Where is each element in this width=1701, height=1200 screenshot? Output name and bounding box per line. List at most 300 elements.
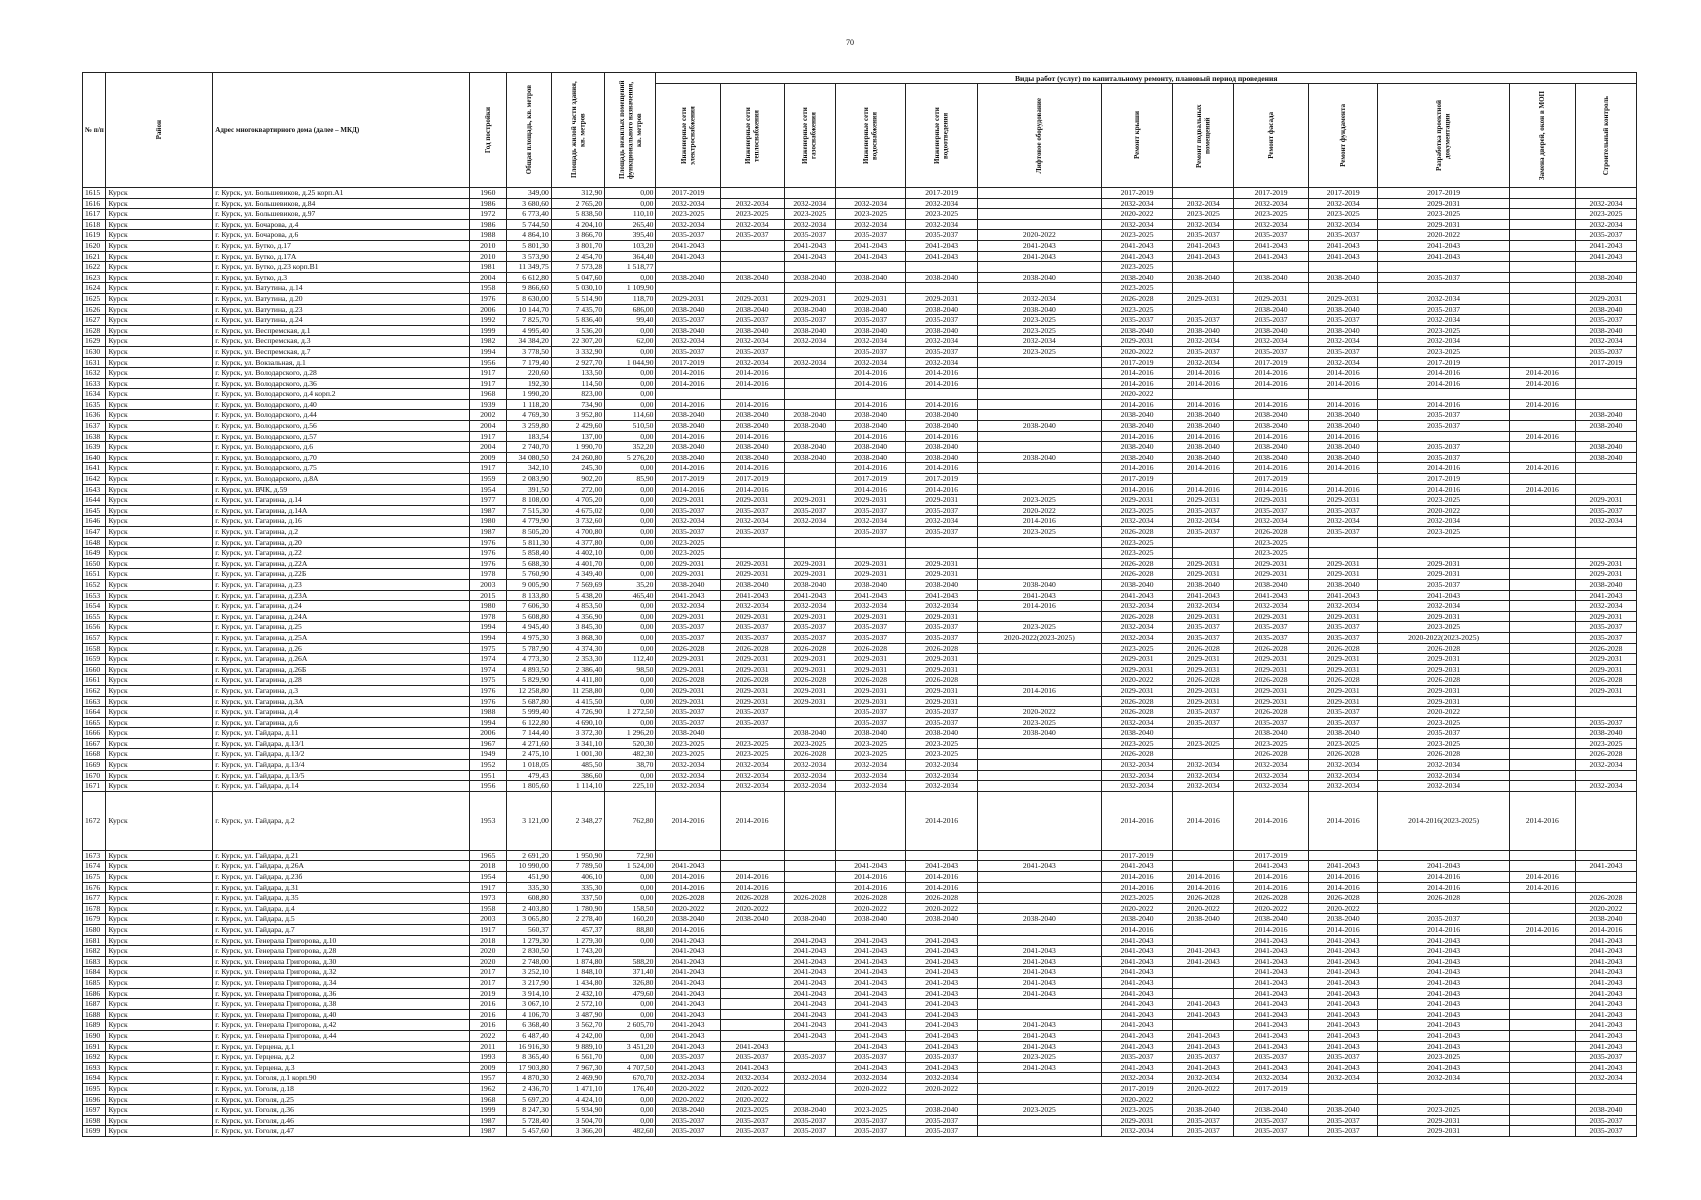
cell-work-7 xyxy=(1173,1020,1234,1031)
cell-work-6: 2035-2037 xyxy=(1101,1052,1173,1063)
cell-work-9: 2035-2037 xyxy=(1309,230,1378,241)
cell-work-1: 2035-2037 xyxy=(720,230,784,241)
cell-work-3: 2032-2034 xyxy=(835,336,905,347)
cell-nonres-area: 158,50 xyxy=(605,903,656,914)
cell-nonres-area: 88,80 xyxy=(605,925,656,936)
cell-work-0: 2014-2016 xyxy=(656,484,720,495)
cell-work-4 xyxy=(906,1094,978,1105)
cell-work-9: 2038-2040 xyxy=(1309,1105,1378,1116)
cell-address: г. Курск, ул. Гагарина, д.22А xyxy=(213,558,469,569)
cell-work-8: 2035-2037 xyxy=(1234,1115,1309,1126)
cell-work-11 xyxy=(1509,685,1575,696)
cell-work-1: 2032-2034 xyxy=(720,516,784,527)
cell-no: 1646 xyxy=(83,516,106,527)
cell-work-6: 2041-2043 xyxy=(1101,1041,1173,1052)
cell-work-5: 2038-2040 xyxy=(977,272,1101,283)
cell-living-area: 4 374,30 xyxy=(551,643,604,654)
cell-work-10: 2032-2034 xyxy=(1378,781,1509,792)
cell-work-10: 2041-2043 xyxy=(1378,861,1509,872)
cell-work-9: 2032-2034 xyxy=(1309,198,1378,209)
cell-work-9: 2041-2043 xyxy=(1309,1030,1378,1041)
cell-work-4: 2032-2034 xyxy=(906,516,978,527)
cell-work-1: 2035-2037 xyxy=(720,1126,784,1137)
cell-district: Курск xyxy=(106,1094,213,1105)
cell-no: 1656 xyxy=(83,622,106,633)
cell-district: Курск xyxy=(106,760,213,771)
cell-work-6: 2041-2043 xyxy=(1101,999,1173,1010)
cell-work-8: 2017-2019 xyxy=(1234,1083,1309,1094)
cell-work-5: 2038-2040 xyxy=(977,421,1101,432)
header-district: Район xyxy=(106,73,213,188)
cell-work-6: 2041-2043 xyxy=(1101,946,1173,957)
cell-work-12: 2035-2037 xyxy=(1575,1115,1636,1126)
cell-nonres-area: 225,10 xyxy=(605,781,656,792)
cell-work-12: 2041-2043 xyxy=(1575,251,1636,262)
cell-work-5 xyxy=(977,1094,1101,1105)
table-row xyxy=(83,336,1637,347)
cell-work-0: 2038-2040 xyxy=(656,304,720,315)
cell-work-12: 2032-2034 xyxy=(1575,781,1636,792)
cell-work-2 xyxy=(784,283,835,294)
cell-work-0: 2041-2043 xyxy=(656,861,720,872)
cell-work-5: 2023-2025 xyxy=(977,717,1101,728)
cell-work-6: 2038-2040 xyxy=(1101,325,1173,336)
cell-work-12 xyxy=(1575,527,1636,538)
cell-work-1: 2032-2034 xyxy=(720,336,784,347)
cell-work-10: 2023-2025 xyxy=(1378,209,1509,220)
cell-total-area: 5 829,90 xyxy=(506,675,551,686)
cell-work-0: 2035-2037 xyxy=(656,346,720,357)
cell-work-10: 2014-2016(2023-2025) xyxy=(1378,791,1509,850)
table-row xyxy=(83,770,1637,781)
cell-living-area: 335,30 xyxy=(551,882,604,893)
cell-work-9 xyxy=(1309,548,1378,559)
cell-work-7 xyxy=(1173,749,1234,760)
cell-address: г. Курск, ул. Гайдара, д.13/4 xyxy=(213,760,469,771)
cell-work-4: 2014-2016 xyxy=(906,378,978,389)
cell-no: 1694 xyxy=(83,1073,106,1084)
cell-year: 1993 xyxy=(469,1052,506,1063)
cell-work-9: 2041-2043 xyxy=(1309,988,1378,999)
cell-work-9: 2038-2040 xyxy=(1309,325,1378,336)
cell-district: Курск xyxy=(106,696,213,707)
cell-work-0: 2035-2037 xyxy=(656,1115,720,1126)
cell-work-8: 2041-2043 xyxy=(1234,1030,1309,1041)
cell-work-4: 2014-2016 xyxy=(906,399,978,410)
cell-work-7: 2041-2043 xyxy=(1173,1009,1234,1020)
cell-work-4: 2035-2037 xyxy=(906,1126,978,1137)
cell-work-6: 2014-2016 xyxy=(1101,431,1173,442)
cell-work-1 xyxy=(720,967,784,978)
table-row xyxy=(83,988,1637,999)
cell-work-11 xyxy=(1509,410,1575,421)
cell-work-9: 2035-2037 xyxy=(1309,315,1378,326)
cell-address: г. Курск, ул. Гагарина, д.4 xyxy=(213,707,469,718)
cell-work-9: 2038-2040 xyxy=(1309,272,1378,283)
cell-work-11 xyxy=(1509,452,1575,463)
cell-work-6: 2032-2034 xyxy=(1101,622,1173,633)
cell-work-2 xyxy=(784,1062,835,1073)
cell-work-12: 2029-2031 xyxy=(1575,611,1636,622)
cell-no: 1630 xyxy=(83,346,106,357)
cell-address: г. Курск, ул. Гагарина, д.23А xyxy=(213,590,469,601)
cell-living-area: 24 260,80 xyxy=(551,452,604,463)
cell-no: 1674 xyxy=(83,861,106,872)
cell-total-area: 4 271,60 xyxy=(506,738,551,749)
cell-work-4: 2035-2037 xyxy=(906,632,978,643)
table-row xyxy=(83,999,1637,1010)
cell-work-10: 2041-2043 xyxy=(1378,956,1509,967)
cell-nonres-area: 0,00 xyxy=(605,675,656,686)
cell-work-0: 2038-2040 xyxy=(656,579,720,590)
cell-work-10: 2032-2034 xyxy=(1378,760,1509,771)
cell-address: г. Курск, ул. Большевиков, д.84 xyxy=(213,198,469,209)
cell-work-10: 2017-2019 xyxy=(1378,474,1509,485)
cell-work-5 xyxy=(977,675,1101,686)
cell-work-4: 2041-2043 xyxy=(906,1030,978,1041)
cell-work-6: 2041-2043 xyxy=(1101,240,1173,251)
cell-nonres-area: 762,80 xyxy=(605,791,656,850)
cell-work-11 xyxy=(1509,738,1575,749)
cell-nonres-area: 520,30 xyxy=(605,738,656,749)
cell-work-12: 2035-2037 xyxy=(1575,632,1636,643)
cell-work-7 xyxy=(1173,925,1234,936)
cell-work-4: 2038-2040 xyxy=(906,325,978,336)
cell-work-5 xyxy=(977,548,1101,559)
cell-no: 1654 xyxy=(83,601,106,612)
cell-year: 1975 xyxy=(469,675,506,686)
cell-no: 1641 xyxy=(83,463,106,474)
cell-work-4: 2026-2028 xyxy=(906,643,978,654)
cell-year: 1976 xyxy=(469,548,506,559)
cell-living-area: 312,90 xyxy=(551,188,604,199)
cell-work-12: 2035-2037 xyxy=(1575,230,1636,241)
cell-district: Курск xyxy=(106,1083,213,1094)
cell-work-11 xyxy=(1509,1052,1575,1063)
cell-work-10: 2029-2031 xyxy=(1378,198,1509,209)
cell-work-11 xyxy=(1509,251,1575,262)
cell-work-4: 2020-2022 xyxy=(906,1083,978,1094)
cell-work-10: 2041-2043 xyxy=(1378,977,1509,988)
cell-work-1: 2029-2031 xyxy=(720,569,784,580)
cell-work-7 xyxy=(1173,977,1234,988)
cell-nonres-area: 352,20 xyxy=(605,442,656,453)
cell-nonres-area: 0,00 xyxy=(605,505,656,516)
cell-district: Курск xyxy=(106,861,213,872)
cell-address: г. Курск, ул. Володарского, д.44 xyxy=(213,410,469,421)
cell-work-8: 2014-2016 xyxy=(1234,463,1309,474)
cell-address: г. Курск, ул. Веспремская, д.1 xyxy=(213,325,469,336)
cell-work-2: 2029-2031 xyxy=(784,558,835,569)
cell-address: г. Курск, ул. Генерала Григорова, д.42 xyxy=(213,1020,469,1031)
cell-district: Курск xyxy=(106,999,213,1010)
cell-address: г. Курск, ул. Большевиков, д.97 xyxy=(213,209,469,220)
cell-living-area: 485,50 xyxy=(551,760,604,771)
cell-work-11 xyxy=(1509,914,1575,925)
cell-work-10: 2029-2031 xyxy=(1378,558,1509,569)
cell-living-area: 2 353,30 xyxy=(551,654,604,665)
cell-work-2 xyxy=(784,368,835,379)
cell-year: 1956 xyxy=(469,781,506,792)
cell-work-5: 2032-2034 xyxy=(977,336,1101,347)
schedule-table xyxy=(82,72,1637,1137)
cell-work-4: 2035-2037 xyxy=(906,622,978,633)
cell-work-3: 2014-2016 xyxy=(835,399,905,410)
cell-work-6: 2023-2025 xyxy=(1101,537,1173,548)
cell-total-area: 5 787,90 xyxy=(506,643,551,654)
cell-work-11 xyxy=(1509,1020,1575,1031)
cell-work-7: 2041-2043 xyxy=(1173,240,1234,251)
cell-district: Курск xyxy=(106,1126,213,1137)
cell-work-0: 2014-2016 xyxy=(656,872,720,883)
cell-work-3: 2032-2034 xyxy=(835,760,905,771)
cell-work-10: 2023-2025 xyxy=(1378,1105,1509,1116)
cell-work-9: 2014-2016 xyxy=(1309,872,1378,883)
cell-work-7: 2035-2037 xyxy=(1173,230,1234,241)
cell-year: 1954 xyxy=(469,484,506,495)
cell-address: г. Курск, ул. Веспремская, д.3 xyxy=(213,336,469,347)
cell-work-2: 2038-2040 xyxy=(784,728,835,739)
table-row xyxy=(83,251,1637,262)
cell-living-area: 2 454,70 xyxy=(551,251,604,262)
cell-work-4: 2014-2016 xyxy=(906,463,978,474)
cell-district: Курск xyxy=(106,893,213,904)
cell-work-5 xyxy=(977,999,1101,1010)
cell-work-4: 2026-2028 xyxy=(906,675,978,686)
cell-work-5 xyxy=(977,643,1101,654)
cell-work-6: 2041-2043 xyxy=(1101,1030,1173,1041)
cell-work-11 xyxy=(1509,770,1575,781)
cell-work-9: 2032-2034 xyxy=(1309,770,1378,781)
cell-total-area: 11 349,75 xyxy=(506,262,551,273)
table-row xyxy=(83,262,1637,273)
cell-work-3: 2041-2043 xyxy=(835,240,905,251)
cell-work-8: 2032-2034 xyxy=(1234,219,1309,230)
cell-living-area: 1 471,10 xyxy=(551,1083,604,1094)
table-row xyxy=(83,882,1637,893)
cell-work-0: 2035-2037 xyxy=(656,707,720,718)
cell-work-9: 2041-2043 xyxy=(1309,1041,1378,1052)
cell-work-6: 2017-2019 xyxy=(1101,850,1173,861)
cell-no: 1625 xyxy=(83,293,106,304)
cell-work-10 xyxy=(1378,389,1509,400)
cell-work-2: 2032-2034 xyxy=(784,516,835,527)
cell-total-area: 220,60 xyxy=(506,368,551,379)
cell-work-9: 2029-2031 xyxy=(1309,558,1378,569)
cell-work-1: 2035-2037 xyxy=(720,315,784,326)
cell-work-7 xyxy=(1173,935,1234,946)
cell-living-area: 4 349,40 xyxy=(551,569,604,580)
header-work-2: Инженерные сети газоснабжения xyxy=(784,84,835,188)
cell-district: Курск xyxy=(106,389,213,400)
cell-address: г. Курск, ул. Гайдара, д.26А xyxy=(213,861,469,872)
cell-total-area: 5 457,60 xyxy=(506,1126,551,1137)
cell-no: 1683 xyxy=(83,956,106,967)
cell-work-2: 2041-2043 xyxy=(784,240,835,251)
cell-work-9: 2041-2043 xyxy=(1309,590,1378,601)
cell-work-1 xyxy=(720,548,784,559)
cell-year: 1994 xyxy=(469,346,506,357)
cell-work-0: 2032-2034 xyxy=(656,198,720,209)
cell-year: 1917 xyxy=(469,882,506,893)
cell-no: 1639 xyxy=(83,442,106,453)
cell-work-7: 2041-2043 xyxy=(1173,1041,1234,1052)
cell-work-3: 2038-2040 xyxy=(835,410,905,421)
cell-district: Курск xyxy=(106,240,213,251)
cell-work-11 xyxy=(1509,505,1575,516)
cell-work-10: 2035-2037 xyxy=(1378,442,1509,453)
cell-nonres-area: 0,00 xyxy=(605,685,656,696)
cell-no: 1623 xyxy=(83,272,106,283)
cell-district: Курск xyxy=(106,516,213,527)
cell-work-10: 2023-2025 xyxy=(1378,738,1509,749)
cell-work-11 xyxy=(1509,1115,1575,1126)
table-row xyxy=(83,685,1637,696)
cell-work-6: 2026-2028 xyxy=(1101,558,1173,569)
cell-work-9: 2014-2016 xyxy=(1309,399,1378,410)
cell-work-12: 2035-2037 xyxy=(1575,315,1636,326)
table-row xyxy=(83,558,1637,569)
cell-work-7: 2038-2040 xyxy=(1173,410,1234,421)
cell-total-area: 10 990,00 xyxy=(506,861,551,872)
cell-work-5 xyxy=(977,1009,1101,1020)
cell-year: 2010 xyxy=(469,240,506,251)
cell-work-8: 2014-2016 xyxy=(1234,791,1309,850)
cell-work-3: 2041-2043 xyxy=(835,999,905,1010)
cell-work-5 xyxy=(977,903,1101,914)
cell-work-1: 2014-2016 xyxy=(720,872,784,883)
table-row xyxy=(83,738,1637,749)
header-no: № п/п xyxy=(83,73,106,188)
cell-work-11 xyxy=(1509,495,1575,506)
cell-work-5 xyxy=(977,368,1101,379)
cell-work-8: 2032-2034 xyxy=(1234,601,1309,612)
cell-work-9: 2038-2040 xyxy=(1309,579,1378,590)
cell-work-9: 2023-2025 xyxy=(1309,209,1378,220)
cell-work-9: 2014-2016 xyxy=(1309,378,1378,389)
cell-address: г. Курск, ул. Бутко, д.17 xyxy=(213,240,469,251)
cell-work-8: 2035-2037 xyxy=(1234,230,1309,241)
cell-address: г. Курск, ул. Бутко, д.23 корп.В1 xyxy=(213,262,469,273)
cell-work-2 xyxy=(784,537,835,548)
cell-work-10: 2041-2043 xyxy=(1378,240,1509,251)
cell-work-11 xyxy=(1509,643,1575,654)
cell-work-9: 2038-2040 xyxy=(1309,442,1378,453)
cell-living-area: 3 504,70 xyxy=(551,1115,604,1126)
cell-work-4: 2029-2031 xyxy=(906,293,978,304)
cell-work-2 xyxy=(784,882,835,893)
cell-work-3: 2041-2043 xyxy=(835,251,905,262)
cell-work-12: 2029-2031 xyxy=(1575,293,1636,304)
cell-no: 1663 xyxy=(83,696,106,707)
cell-work-4: 2041-2043 xyxy=(906,590,978,601)
cell-nonres-area: 0,00 xyxy=(605,516,656,527)
cell-work-4: 2032-2034 xyxy=(906,198,978,209)
cell-work-5: 2014-2016 xyxy=(977,685,1101,696)
cell-work-1: 2041-2043 xyxy=(720,1062,784,1073)
cell-work-1: 2014-2016 xyxy=(720,791,784,850)
cell-district: Курск xyxy=(106,1105,213,1116)
cell-work-5: 2038-2040 xyxy=(977,579,1101,590)
cell-work-12: 2029-2031 xyxy=(1575,654,1636,665)
cell-work-5 xyxy=(977,696,1101,707)
cell-living-area: 386,60 xyxy=(551,770,604,781)
cell-work-2: 2041-2043 xyxy=(784,988,835,999)
cell-work-8: 2014-2016 xyxy=(1234,882,1309,893)
cell-work-7: 2035-2037 xyxy=(1173,717,1234,728)
cell-work-11: 2014-2016 xyxy=(1509,378,1575,389)
cell-work-4: 2041-2043 xyxy=(906,967,978,978)
cell-work-9: 2032-2034 xyxy=(1309,336,1378,347)
cell-living-area: 3 487,90 xyxy=(551,1009,604,1020)
cell-address: г. Курск, ул. Генерала Григорова, д.34 xyxy=(213,977,469,988)
cell-work-7: 2032-2034 xyxy=(1173,781,1234,792)
cell-total-area: 3 778,50 xyxy=(506,346,551,357)
table-row xyxy=(83,272,1637,283)
cell-work-9: 2035-2037 xyxy=(1309,527,1378,538)
cell-living-area: 4 675,02 xyxy=(551,505,604,516)
cell-work-0: 2035-2037 xyxy=(656,230,720,241)
cell-address: г. Курск, ул. Гагарина, д.25А xyxy=(213,632,469,643)
cell-work-7: 2035-2037 xyxy=(1173,1126,1234,1137)
cell-work-1 xyxy=(720,728,784,739)
cell-work-0: 2038-2040 xyxy=(656,325,720,336)
cell-work-10: 2029-2031 xyxy=(1378,569,1509,580)
cell-work-9: 2041-2043 xyxy=(1309,967,1378,978)
cell-work-5: 2020-2022 xyxy=(977,707,1101,718)
cell-work-0: 2014-2016 xyxy=(656,378,720,389)
cell-total-area: 5 687,80 xyxy=(506,696,551,707)
cell-work-7 xyxy=(1173,548,1234,559)
cell-work-10: 2023-2025 xyxy=(1378,495,1509,506)
cell-work-6: 2026-2028 xyxy=(1101,696,1173,707)
cell-work-1: 2014-2016 xyxy=(720,431,784,442)
cell-work-1: 2032-2034 xyxy=(720,1073,784,1084)
cell-work-12: 2029-2031 xyxy=(1575,664,1636,675)
cell-work-4 xyxy=(906,283,978,294)
cell-address: г. Курск, ул. Володарского, д.56 xyxy=(213,421,469,432)
cell-work-2: 2029-2031 xyxy=(784,569,835,580)
table-row xyxy=(83,707,1637,718)
cell-year: 1968 xyxy=(469,1094,506,1105)
cell-work-2 xyxy=(784,717,835,728)
cell-year: 2006 xyxy=(469,728,506,739)
cell-work-12 xyxy=(1575,283,1636,294)
cell-work-2 xyxy=(784,188,835,199)
cell-work-4: 2023-2025 xyxy=(906,209,978,220)
cell-nonres-area: 99,40 xyxy=(605,315,656,326)
cell-work-6: 2032-2034 xyxy=(1101,198,1173,209)
cell-total-area: 8 108,00 xyxy=(506,495,551,506)
cell-work-12: 2038-2040 xyxy=(1575,410,1636,421)
cell-work-1: 2035-2037 xyxy=(720,622,784,633)
cell-work-8: 2035-2037 xyxy=(1234,717,1309,728)
cell-nonres-area: 118,70 xyxy=(605,293,656,304)
cell-year: 1965 xyxy=(469,850,506,861)
cell-address: г. Курск, ул. Гагарина, д.26Б xyxy=(213,664,469,675)
cell-work-5: 2023-2025 xyxy=(977,315,1101,326)
cell-living-area: 3 801,70 xyxy=(551,240,604,251)
table-row xyxy=(83,925,1637,936)
cell-work-4: 2032-2034 xyxy=(906,770,978,781)
cell-work-7: 2032-2034 xyxy=(1173,357,1234,368)
header-work-11: Замена дверей, окон в МОП xyxy=(1509,84,1575,188)
cell-nonres-area: 38,70 xyxy=(605,760,656,771)
cell-no: 1650 xyxy=(83,558,106,569)
cell-district: Курск xyxy=(106,654,213,665)
cell-nonres-area: 371,40 xyxy=(605,967,656,978)
cell-nonres-area: 482,30 xyxy=(605,749,656,760)
